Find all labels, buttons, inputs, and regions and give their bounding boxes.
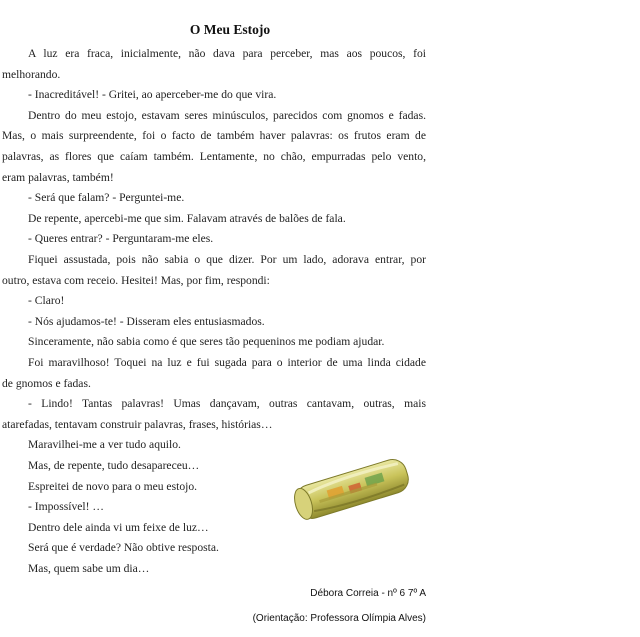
story-line: Será que é verdade? Não obtive resposta. bbox=[28, 541, 219, 555]
story-line: Espreitei de novo para o meu estojo. bbox=[28, 479, 198, 493]
story-line: Mas, de repente, tudo desapareceu… bbox=[28, 459, 200, 472]
story-line: Mas, quem sabe um dia… bbox=[28, 562, 150, 575]
story-line: Mas, o mais surpreendente, foi o facto de também haver palavras: os frutos eram de bbox=[2, 129, 426, 143]
story-line: A luz era fraca, inicialmente, não dava para perceber, mas aos poucos, foi bbox=[28, 47, 426, 60]
story-line: Sinceramente, não sabia como é que seres tão pequeninos me podiam ajudar. bbox=[28, 335, 385, 349]
orientation-note: (Orientação: Professora Olímpia Alves) bbox=[252, 613, 426, 624]
story-line: - Lindo! Tantas palavras! Umas dançavam, outras cantavam, outras, mais bbox=[28, 397, 426, 411]
story-line: - Queres entrar? - Perguntaram-me eles. bbox=[28, 232, 214, 246]
story-line: Dentro dele ainda vi um feixe de luz… bbox=[28, 520, 209, 534]
story-line: Maravilhei-me a ver tudo aquilo. bbox=[28, 438, 181, 452]
story-line: - Será que falam? - Perguntei-me. bbox=[28, 191, 185, 205]
story-line: eram palavras, também! bbox=[2, 170, 114, 184]
story-line: palavras, as flores que caíam também. Lentamente, no chão, empurradas pelo vento, bbox=[2, 150, 426, 163]
story-line: De repente, apercebi-me que sim. Falavam através de balões de fala. bbox=[28, 211, 346, 225]
story-line: Fiquei assustada, pois não sabia o que dizer. Por um lado, adorava entrar, por bbox=[28, 253, 426, 266]
story-title: O Meu Estojo bbox=[189, 22, 271, 37]
story-line: melhorando. bbox=[2, 67, 61, 81]
story-line: outro, estava com receio. Hesitei! Mas, por fim, respondi: bbox=[2, 273, 270, 287]
story-line: atarefadas, tentavam construir palavras, frases, histórias… bbox=[2, 417, 273, 431]
author-signature: Débora Correia - nº 6 7º A bbox=[310, 588, 426, 599]
story-line: Dentro do meu estojo, estavam seres minúsculos, parecidos com gnomos e fadas. bbox=[28, 108, 426, 122]
story-line: de gnomos e fadas. bbox=[2, 376, 91, 390]
story-line: - Inacreditável! - Gritei, ao aperceber-me do que vira. bbox=[28, 88, 277, 102]
story-line: - Nós ajudamos-te! - Disseram eles entusiasmados. bbox=[28, 314, 265, 328]
story-line: - Impossível! … bbox=[28, 500, 104, 514]
story-line: - Claro! bbox=[28, 294, 65, 308]
pencil-case-image bbox=[287, 452, 417, 524]
story-line: Foi maravilhoso! Toquei na luz e fui sugada para o interior de uma linda cidade bbox=[28, 356, 426, 369]
